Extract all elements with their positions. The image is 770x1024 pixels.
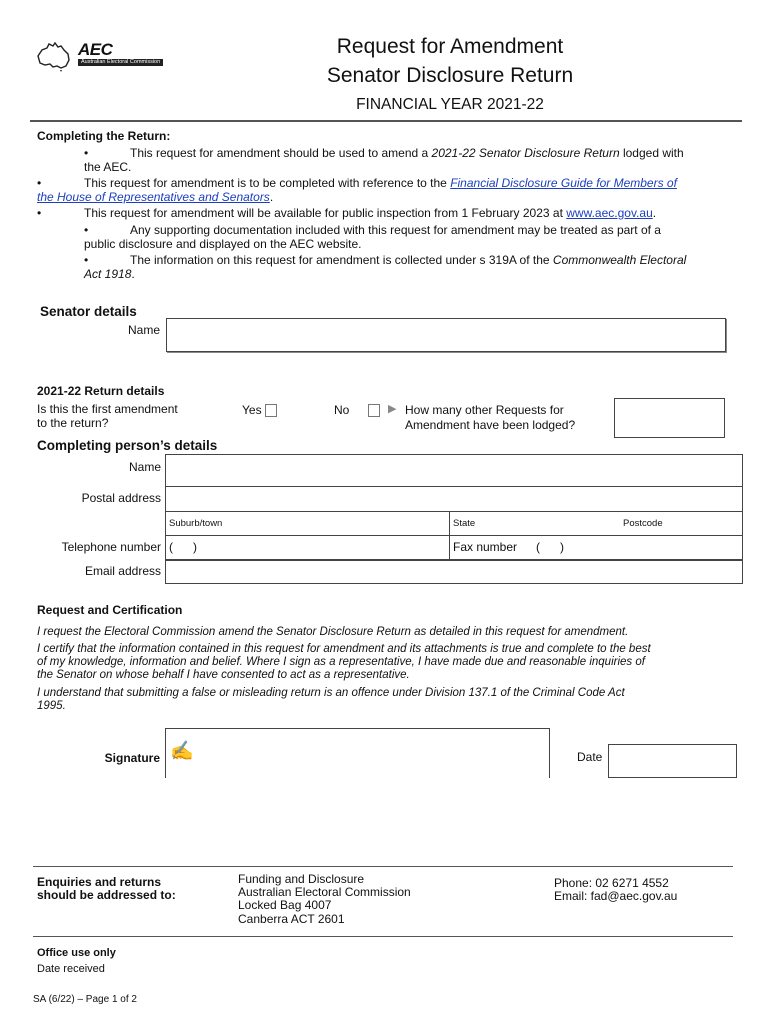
bullet-2-tail: . [269,190,274,204]
aec-website-link[interactable]: www.aec.gov.au [566,206,653,220]
bullet-2-marker: • [37,176,42,190]
certification-certify-line1: I certify that the information contained in this request for amendment and its attachments is true and complete to the best [37,643,651,655]
fax-label: Fax number [453,540,518,554]
no-checkbox[interactable] [368,404,380,417]
first-amendment-question-line1: Is this the first amendment [37,402,178,416]
bullet-5 [84,253,744,267]
bullet-3-marker: • [37,206,42,220]
bullet-3-tail: . [652,206,657,220]
bullet-5-text: The information on this request for amendment is collected under s 319A of the [130,253,553,267]
bullet-5-marker: • [84,253,89,267]
email-field[interactable] [165,560,743,584]
address-line2: Australian Electoral Commission [238,885,411,899]
person-name-label: Name [128,460,161,474]
address-line4: Canberra ACT 2601 [238,912,345,926]
aec-logo [34,40,174,74]
senator-name-label: Name [128,323,161,337]
address-line3: Locked Bag 4007 [238,898,332,912]
bullet-2-line2 [37,190,273,204]
arrow-right-icon: ▶ [388,403,397,415]
bullet-4-text: Any supporting documentation included with this request for amendment may be treated as part of a [130,223,661,237]
logo-subtitle: Australian Electoral Commission [78,59,163,66]
person-heading: Completing person’s details [37,438,218,453]
bullet-5-tail: . [131,267,135,281]
state-label: State [453,518,476,529]
senator-name-field[interactable] [166,318,726,352]
fax-divider [449,536,450,560]
bullet-2-text: This request for amendment is to be completed with reference to the [84,176,451,190]
certification-certify-line2: of my knowledge, information and belief. Where I sign as a representative, I have made due and reasonable inquiries of [37,656,645,668]
yes-label: Yes [242,403,262,417]
bullet-4 [84,223,734,237]
certification-request: I request the Electoral Commission amend the Senator Disclosure Return as detailed in this request for amendment. [37,626,629,638]
other-requests-question-line2: Amendment have been lodged? [405,418,576,432]
bullet-3-text: This request for amendment will be available for public inspection from 1 February 2023 at [84,206,567,220]
return-details-heading: 2021-22 Return details [37,384,165,398]
signature-field[interactable] [165,728,550,778]
other-requests-question-line1: How many other Requests for [405,403,564,417]
bullet-1-line2: the AEC. [84,160,132,174]
bullet-1-text: This request for amendment should be used to amend a [130,146,432,160]
telephone-label: Telephone number [61,540,161,554]
bullet-4-marker: • [84,223,89,237]
address-line1: Funding and Disclosure [238,872,365,886]
form-title-line2: Senator Disclosure Return [326,64,574,87]
bullet-1-tail: lodged with [619,146,684,160]
enquiries-phone: Phone: 02 6271 4552 [554,876,669,890]
office-use-heading: Office use only [37,947,116,959]
bullet-1-italic: 2021-22 Senator Disclosure Return [431,146,620,160]
bullet-2 [37,176,737,190]
date-received-label: Date received [37,963,105,972]
guide-link-cont[interactable]: the House of Representatives and Senators [37,190,270,204]
australia-map-icon [34,40,74,72]
certification-offence-line1: I understand that submitting a false or misleading return is an offence under Division 137.1 of the Criminal Code Act [37,687,625,699]
yes-checkbox[interactable] [265,404,277,417]
page-footer: SA (6/22) – Page 1 of 2 [33,994,137,1005]
signature-pen-icon: ✍ [170,741,194,762]
bullet-1 [84,146,734,160]
senator-heading: Senator details [40,304,137,319]
logo-brand: AEC [78,40,113,59]
bullet-3 [37,206,737,220]
enquiries-label-line2: should be addressed to: [37,888,176,902]
bullet-5-italic: Commonwealth Electoral [552,253,687,267]
postal-address-label: Postal address [81,491,161,505]
postcode-label: Postcode [623,518,663,529]
first-amendment-question-line2: to the return? [37,416,109,430]
date-label: Date [577,750,603,764]
fax-field[interactable]: ( ) [536,540,564,554]
certification-heading: Request and Certification [37,603,183,617]
email-label: Email address [84,564,161,578]
other-requests-count-field[interactable] [614,398,725,438]
completing-heading: Completing the Return: [37,129,171,143]
bullet-5-italic2: Act 1918 [84,267,132,281]
financial-year: FINANCIAL YEAR 2021-22 [356,96,544,113]
certification-offence-line2: 1995. [37,700,66,712]
guide-link[interactable]: Financial Disclosure Guide for Members of [450,176,677,190]
no-label: No [334,403,350,417]
enquiries-label-line1: Enquiries and returns [37,875,162,889]
telephone-field[interactable]: ( ) [169,540,197,554]
state-divider [449,512,450,536]
enquiries-email: Email: fad@aec.gov.au [554,889,678,903]
date-field[interactable] [608,744,737,778]
person-name-field[interactable] [165,454,743,487]
bullet-5-line2 [84,267,135,281]
enquiries-bottom-divider [33,936,733,937]
certification-certify-line3: the Senator on whose behalf I have consented to act as a representative. [37,669,410,681]
form-title-line1: Request for Amendment [336,35,564,58]
header-divider [30,120,742,122]
bullet-1-marker: • [84,146,89,160]
postal-address-field[interactable] [165,487,743,512]
enquiries-top-divider [33,866,733,867]
suburb-label: Suburb/town [169,518,223,529]
signature-label: Signature [104,751,160,765]
bullet-4-line2: public disclosure and displayed on the AEC website. [84,237,362,251]
